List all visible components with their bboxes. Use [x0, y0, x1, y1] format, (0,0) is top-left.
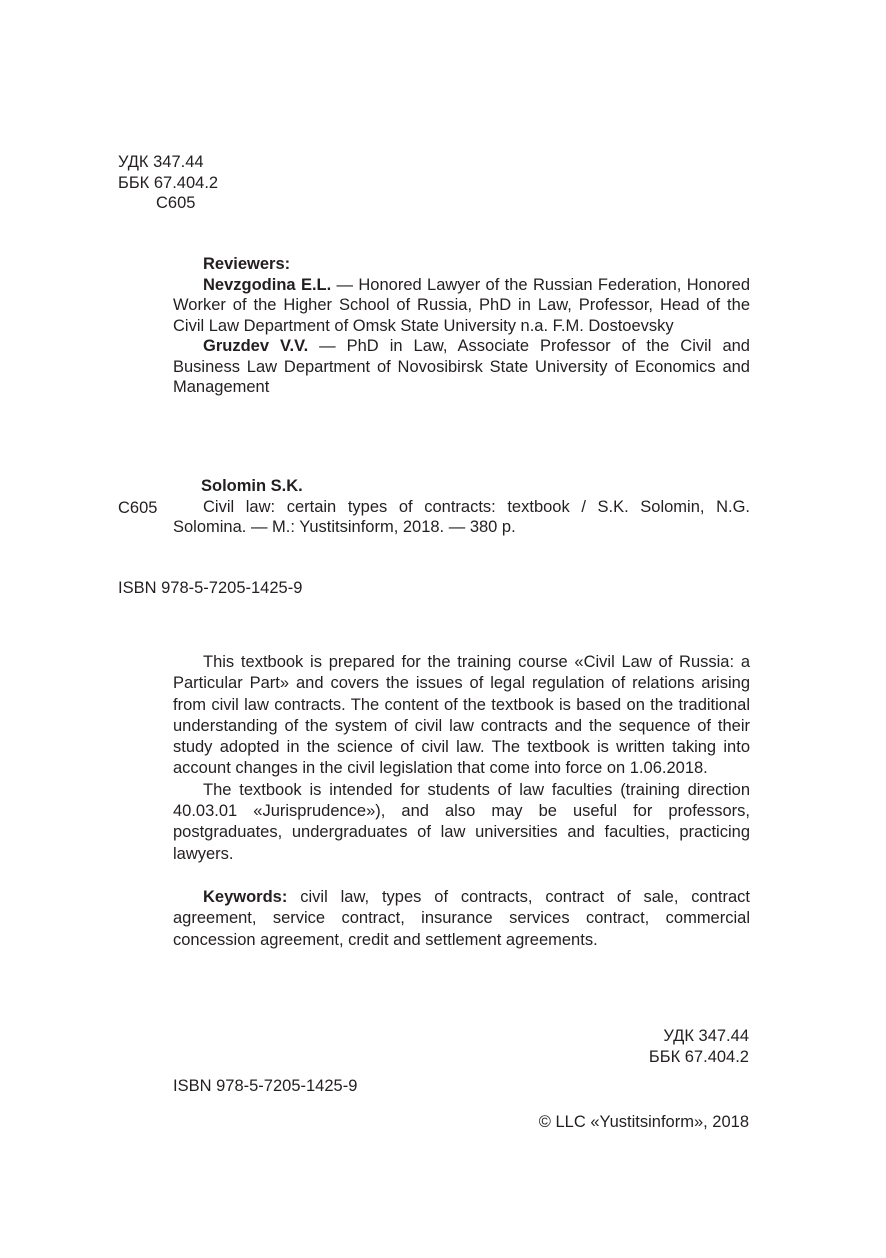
- catalog-author: Solomin S.K.: [201, 477, 303, 495]
- classification-block-top: [118, 152, 218, 214]
- author-mark-code: С605: [156, 194, 196, 212]
- reviewer-credentials: — Honored Lawyer of the Russian Federation, Honored Worker of the Higher School of Russia, PhD in Law, Professor, Head of the Civil Law Department of Omsk State University n.a. F.M. Dostoevsky: [173, 275, 750, 335]
- abstract-paragraph: This textbook is prepared for the training course «Civil Law of Russia: a Particular Part» and covers the issues of legal regulation of relations arising from civil law contracts. The content of the textbook is based on the traditional understanding of the system of civil law contracts and the sequence of their study adopted in the science of civil law. The textbook is written taking into account changes in the civil legislation that come into force on 1.06.2018.: [173, 653, 750, 778]
- catalog-description: Civil law: certain types of contracts: textbook / S.K. Solomin, N.G. Solomina. — M.: Yustitsinform, 2018. — 380 p.: [173, 497, 750, 536]
- classification-block-bottom: [649, 1026, 749, 1067]
- abstract-section: [173, 652, 750, 951]
- reviewers-section: [173, 254, 750, 398]
- reviewer-credentials: — PhD in Law, Associate Professor of the Civil and Business Law Department of Novosibirsk State University of Economics and Management: [173, 337, 750, 396]
- reviewers-heading: Reviewers:: [203, 255, 291, 273]
- keywords-paragraph: [173, 887, 750, 951]
- reviewer-entry: [173, 336, 750, 398]
- catalog-code: С605: [118, 499, 158, 517]
- reviewer-entry: [173, 275, 750, 337]
- reviewer-name: Gruzdev V.V.: [203, 337, 309, 355]
- abstract-paragraph: The textbook is intended for students of law faculties (training direction 40.03.01 «Jurisprudence»), and also may be useful for professors, postgraduates, undergraduates of law universities and faculties, practicing lawyers.: [173, 780, 750, 863]
- udk-code-bottom: УДК 347.44: [663, 1027, 749, 1045]
- isbn-line: ISBN 978-5-7205-1425-9: [118, 579, 303, 597]
- copyright-line: © LLC «Yustitsinform», 2018: [538, 1113, 749, 1131]
- reviewer-name: Nevzgodina E.L.: [203, 275, 332, 294]
- udk-code: УДК 347.44: [118, 153, 204, 171]
- keywords-label: Keywords:: [203, 887, 288, 906]
- bbk-code-bottom: ББК 67.404.2: [648, 1047, 749, 1066]
- bbk-code: ББК 67.404.2: [118, 173, 219, 192]
- catalog-record: [173, 476, 750, 538]
- keywords-list: civil law, types of contracts, contract of sale, contract agreement, service contract, insurance services contract, commercial concession agreement, credit and settlement agreements.: [173, 887, 750, 949]
- isbn-line-bottom: ISBN 978-5-7205-1425-9: [173, 1077, 358, 1095]
